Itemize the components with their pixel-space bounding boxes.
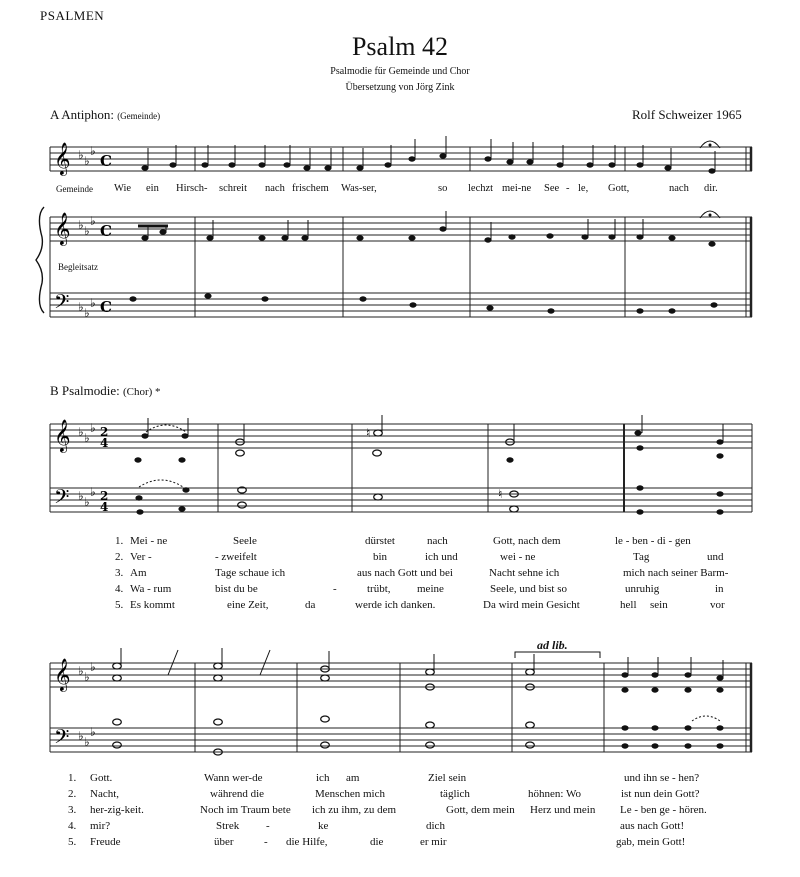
verse-word: sein [650,599,668,611]
verse-word: Nacht, [90,788,120,800]
svg-text:♮: ♮ [366,426,371,440]
svg-text:♭: ♭ [90,296,96,310]
treble-clef-icon: 𝄞 [54,212,71,245]
lyric-word: le, [578,183,589,194]
verse-number: 5. [115,599,124,611]
antiphon-voice-staff [50,147,752,171]
svg-text:♭: ♭ [84,154,90,168]
verse-word: - [266,820,270,832]
lyric-prefix: Gemeinde [56,184,93,194]
bass-clef-icon: 𝄢 [54,485,70,513]
lyric-word: Hirsch- [176,183,208,194]
verse-word: - [333,583,337,595]
verse-word: Ziel sein [428,772,467,784]
lyric-word: mei-ne [502,183,532,194]
verse-number: 4. [115,583,124,595]
verse-word: Herz und mein [530,804,596,816]
bass-clef-icon: 𝄢 [54,290,70,318]
verse-number: 3. [115,567,124,579]
ad-lib-marking: ad lib. [537,638,568,652]
page-title: Psalm 42 [351,32,449,61]
verse-word: bin [373,551,388,563]
svg-text:♭: ♭ [84,670,90,684]
svg-text:♭: ♭ [90,214,96,228]
verse-word: Le - ben ge - hören. [620,804,707,816]
antiphon-label: A Antiphon: [50,107,114,122]
svg-text:♭: ♭ [84,495,90,509]
lyric-word: frischem [292,183,329,194]
verse-number: 4. [68,820,77,832]
verse-word: aus nach Gott! [620,820,685,832]
verse-word: Freude [90,836,121,848]
treble-clef-icon: 𝄞 [54,142,71,175]
verse-word: mir? [90,820,111,832]
lyric-word: nach [265,183,285,194]
svg-text:♭: ♭ [90,725,96,739]
psalmodie-label: B Psalmodie: [50,383,120,398]
psalmodie-bass-staff-2 [50,728,752,752]
verse-word: bist du be [215,583,258,595]
verse-word: wei - ne [500,551,536,563]
verse-number: 3. [68,804,77,816]
verse-word: am [346,772,360,784]
lyric-word: dir. [704,183,718,194]
svg-text:♭: ♭ [90,144,96,158]
running-head: PSALMEN [40,8,105,23]
svg-text:♭: ♭ [78,664,84,678]
verse-number: 2. [68,788,77,800]
svg-text:2: 2 [100,489,109,503]
svg-text:♭: ♭ [84,431,90,445]
verse-word: Am [130,567,147,579]
verse-word: le - ben - di - gen [615,535,691,547]
verse-word: ich zu ihm, zu dem [312,804,397,816]
verse-word: in [715,583,724,595]
psalmodie-voice: (Chor) * [122,386,161,398]
svg-text:♭: ♭ [78,300,84,314]
verse-number: 1. [68,772,77,784]
accompaniment-bass-staff [50,293,752,317]
composer-credit: Rolf Schweizer 1965 [632,107,742,122]
svg-text:♭: ♭ [90,485,96,499]
verse-word: aus nach Gott und bei [357,567,453,579]
verse-word: gab, mein Gott! [616,836,686,848]
verse-word: ist nun dein Gott? [621,788,700,800]
lyric-word: schreit [219,183,247,194]
verse-word: meine [417,583,444,595]
svg-text:♭: ♭ [78,489,84,503]
accompaniment-label: Begleitsatz [58,262,98,272]
svg-text:♭: ♭ [78,218,84,232]
verse-word: ich und [425,551,458,563]
verse-word: eine Zeit, [227,599,269,611]
verse-word: er mir [420,836,447,848]
svg-text:4: 4 [100,436,109,450]
svg-text:4: 4 [100,500,109,514]
lyric-word: so [438,183,448,194]
verse-word: Da wird mein Gesicht [483,599,580,611]
verse-word: da [305,599,316,611]
verse-word: Gott, nach dem [493,535,561,547]
verse-word: Gott. [90,772,113,784]
svg-text:♭: ♭ [90,421,96,435]
verse-word: Mei - ne [130,535,168,547]
verse-number: 1. [115,535,124,547]
lyric-word: Wie [114,183,132,194]
svg-text:C: C [100,222,112,240]
verse-word: dürstet [365,535,395,547]
accompaniment-notes [129,226,717,313]
psalmodie-bass-staff-1 [50,488,752,512]
verse-word: Menschen mich [315,788,385,800]
lyric-word: Was-ser, [341,183,377,194]
verse-word: Noch im Traum bete [200,804,291,816]
verse-word: und ihn se - hen? [624,772,700,784]
verse-word: täglich [440,788,470,800]
verse-word: vor [710,599,725,611]
verse-number: 5. [68,836,77,848]
verse-word: trübt, [367,583,391,595]
verse-word: höhnen: Wo [528,788,581,800]
svg-text:♭: ♭ [78,729,84,743]
verse-word: ich [316,772,330,784]
verse-word: ke [318,820,329,832]
verse-word: - [264,836,268,848]
svg-text:♭: ♭ [84,306,90,320]
verse-word: über [214,836,234,848]
psalmodie-treble-staff-1 [50,424,752,448]
svg-text:♭: ♭ [78,425,84,439]
verse-word: her-zig-keit. [90,804,144,816]
verse-word: Strek [216,820,240,832]
treble-clef-icon: 𝄞 [54,419,71,452]
verse-word: während die [210,788,265,800]
subtitle-translation: Übersetzung von Jörg Zink [345,82,455,93]
verse-number: 2. [115,551,124,563]
accompaniment-treble-staff [50,217,752,241]
psalmodie-treble-staff-2 [50,663,752,687]
svg-text:C: C [100,152,112,170]
verse-word: Wann wer-de [204,772,263,784]
svg-text:♭: ♭ [78,148,84,162]
lyric-word: - [566,183,570,194]
verse-word: werde ich danken. [355,599,436,611]
lyric-word: See [544,183,560,194]
verse-word: Ver - [130,551,152,563]
verse-word: und [707,551,724,563]
verse-word: die Hilfe, [286,836,328,848]
verse-word: Es kommt [130,599,175,611]
verse-word: Tag [633,551,650,563]
verse-word: mich nach seiner Barm- [623,567,729,579]
verse-word: nach [427,535,448,547]
lyric-word: Gott, [608,183,630,194]
svg-text:♭: ♭ [84,735,90,749]
svg-text:♮: ♮ [498,487,503,501]
antiphon-voice: (Gemeinde) [117,111,161,121]
lyric-word: ein [146,183,159,194]
verse-word: - zweifelt [215,551,257,563]
svg-text:C: C [100,298,112,316]
subtitle-psalmodie: Psalmodie für Gemeinde und Chor [330,66,470,77]
verse-word: dich [426,820,445,832]
bass-clef-icon: 𝄢 [54,725,70,753]
svg-text:♭: ♭ [84,224,90,238]
verse-word: Wa - rum [130,583,172,595]
lyric-word: nach [669,183,689,194]
verse-word: unruhig [625,583,660,595]
svg-text:♭: ♭ [90,660,96,674]
verse-word: die [370,836,384,848]
verse-word: Seele [233,535,257,547]
svg-text:2: 2 [100,425,109,439]
lyric-word: lechzt [468,183,494,194]
verse-word: Nacht sehne ich [489,567,560,579]
verse-word: Seele, und bist so [490,583,567,595]
verse-word: hell [620,599,637,611]
treble-clef-icon: 𝄞 [54,658,71,691]
verse-word: Gott, dem mein [446,804,515,816]
verse-word: Tage schaue ich [215,567,286,579]
